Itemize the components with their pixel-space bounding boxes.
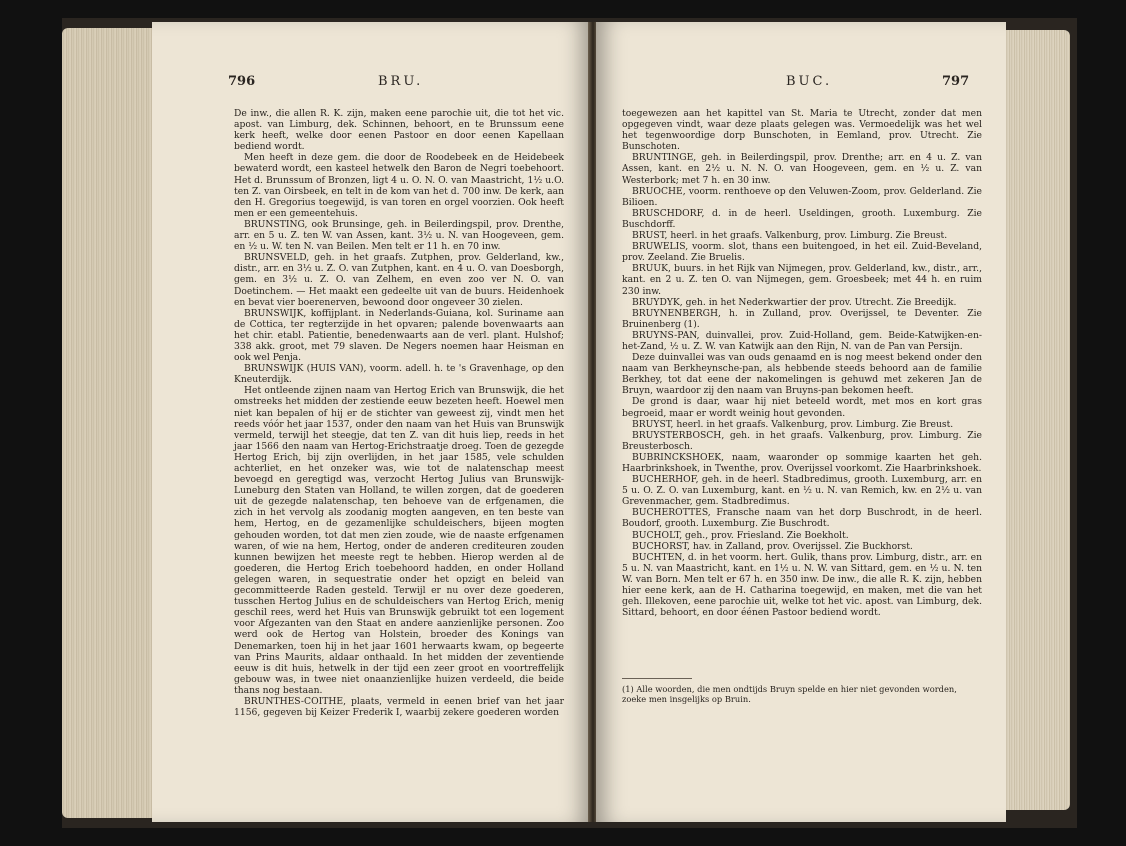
paragraph: BRUWELIS, voorm. slot, thans een buitengoed, in het eil. Zuid-Beveland, prov. Zeeland. Zie Bruelis.	[622, 241, 982, 264]
page-number: 797	[942, 74, 970, 89]
paragraph: BRUYNS-PAN, duinvallei, prov. Zuid-Holland, gem. Beide-Katwijken-en-het-Zand, ½ u. Z. W. van Katwijk aan den Rijn, N. van de Pan van Persijn.	[622, 329, 982, 352]
paragraph: BUCHTEN, d. in het voorm. hert. Gulik, thans prov. Limburg, distr., arr. en 5 u. N. van Maastricht, kant. en 1½ u. N. W. van Sittard, gem. en ½ u. N. ten W. van Born. Men telt er 67 h. en 350 inw. De inw., die alle R. K. zijn, hebben hier eene kerk, aan de H. Catharina toegewijd, en maken, met die van het geh. Illekoven, eene parochie uit, welke tot het vic. apost. van Limburg, dek. Sittard, behoort, en door éénen Pastoor bediend wordt.	[622, 551, 982, 619]
running-head: BUC.	[786, 74, 833, 89]
paragraph: Het ontleende zijnen naam van Hertog Erich van Brunswijk, die het omstreeks het midden der zestiende eeuw bezeten heeft. Hoewel men niet kan bepalen of hij er de stichter van geweest zij, vindt men het reeds vóór het jaar 1537, onder den naam van het Huis van Brunswijk vermeld, terwijl het steegje, dat ten Z. van dit huis liep, reeds in het jaar 1566 den naam van Hertog-Erichstraatje droeg. Toen de gezegde Hertog Erich, bij zijn overlijden, in het jaar 1585, vele schulden achterliet, en het onzeker was, wie tot de nalatenschap meest bevoegd en geregtigd was, verzocht Hertog Julius van Brunswijk-Luneburg den Staten van Holland, te willen zorgen, dat de goederen uit de gezegde nalatenschap, ten behoeve van de erfgenamen, die zich in het vervolg als zoodanig mogten aangeven, en ten beste van hem, Hertog, en de gezamenlijke schuldeischers, bijeen mogten gehouden worden, tot dat men zien zoude, wie de naaste erfgenamen waren, of wie na hem, Hertog, onder de anderen crediteuren zouden kunnen bewijzen het meeste regt te hebben. Hierop werden al de goederen, die Hertog Erich toebehoord hadden, en onder Holland gelegen waren, in sequestratie onder het opzigt en beleid van gecommitteerde Raden gesteld. Terwijl er nu over deze goederen, tusschen Hertog Julius en de schuldeischers van Hertog Erich, menig geschil rees, werd het Huis van Brunswijk gebruikt tot een logement voor Afgezanten van den Staat en andere aanzienlijke personen. Zoo werd ook de Hertog van Holstein, broeder des Konings van Denemarken, toen hij in het jaar 1601 herwaarts kwam, op begeerte van Prins Maurits, aldaar onthaald. In het midden der zeventiende eeuw is dit huis, hetwelk in der tijd een zeer groot en voortreffelijk gebouw was, in twee niet onaanzienlijke huizen verdeeld, die beide thans nog bestaan.	[234, 385, 564, 696]
paragraph: BRUOCHE, voorm. renthoeve op den Veluwen-Zoom, prov. Gelderland. Zie Bilioen.	[622, 185, 982, 208]
paragraph: BRUYST, heerl. in het graafs. Valkenburg, prov. Limburg. Zie Breust.	[632, 418, 954, 430]
paragraph: BRUYSTERBOSCH, geh. in het graafs. Valkenburg, prov. Limburg. Zie Breusterbosch.	[622, 429, 982, 452]
paragraph: BRUNSVELD, geh. in het graafs. Zutphen, prov. Gelderland, kw., distr., arr. en 3½ u. Z. O. van Zutphen, kant. en 4 u. O. van Doesborgh, gem. en 3½ u. Z. O. van Zelhem, en even zoo ver N. O. van Doetinchem. — Het maakt een gedeelte uit van de buurs. Heidenhoek en bevat vier boerenerven, bewoond door ongeveer 30 zielen.	[234, 252, 564, 308]
left-text-column	[234, 108, 564, 718]
page-edges-right	[1000, 30, 1070, 810]
paragraph: De inw., die allen R. K. zijn, maken eene parochie uit, die tot het vic. apost. van Limburg, dek. Schinnen, behoort, en te Brunssum eene kerk heeft, welke door eenen Pastoor en door eenen Kapellaan bediend wordt.	[234, 108, 564, 153]
paragraph: BRUNSWIJK, koffijplant. in Nederlands-Guiana, kol. Suriname aan de Cottica, ter regterzijde in het opvaren; palende bovenwaarts aan het chir. etabl. Patientie, benedenwaarts aan de verl. plant. Hulshof; 338 akk. groot, met 79 slaven. De Negers noemen haar Heisman en ook wel Penja.	[234, 307, 564, 364]
right-page-header	[596, 74, 1006, 92]
paragraph: BUCHORST, hav. in Zalland, prov. Overijssel. Zie Buckhorst.	[632, 540, 913, 552]
footnote: (1) Alle woorden, die men ondtijds Bruyn spelde en hier niet gevonden worden, zoeke men insgelijks op Bruin.	[622, 684, 957, 704]
paragraph: BRUNTINGE, geh. in Beilerdingspil, prov. Drenthe; arr. en 4 u. Z. van Assen, kant. en 2½ u. N. N. O. van Hoogeveen, gem. en ½ u. Z. van Westerbork; met 7 h. en 30 inw.	[622, 152, 982, 186]
left-page-header	[152, 74, 590, 92]
paragraph: toegewezen aan het kapittel van St. Maria te Utrecht, zonder dat men opgegeven vindt, waar deze plaats gelegen was. Vermoedelijk was het wel het tegenwoordige dorp Bunschoten, in Eemland, prov. Utrecht. Zie Bunschoten.	[622, 108, 982, 153]
footnote-rule	[622, 678, 692, 679]
paragraph: BRUST, heerl. in het graafs. Valkenburg, prov. Limburg. Zie Breust.	[632, 230, 948, 242]
page-edges-left	[62, 28, 157, 818]
paragraph: De grond is daar, waar hij niet beteeld wordt, met mos en kort gras begroeid, maar er wordt weinig hout gevonden.	[622, 396, 982, 419]
paragraph: BRUYNENBERGH, h. in Zulland, prov. Overijssel, te Deventer. Zie Bruinenberg (1).	[622, 307, 982, 330]
right-page	[596, 22, 1006, 822]
paragraph: BRUYDYK, geh. in het Nederkwartier der prov. Utrecht. Zie Breedijk.	[632, 296, 957, 308]
paragraph: BUCHEROTTES, Fransche naam van het dorp Buschrodt, in de heerl. Boudorf, grooth. Luxemburg. Zie Buschrodt.	[622, 507, 982, 530]
paragraph: Deze duinvallei was van ouds genaamd en is nog meest bekend onder den naam van Berkheynsche-pan, als hebbende steeds behoord aan de familie Berkhey, tot dat eene der nakomelingen is gehuwd met zekeren Jan de Bruyn, waardoor zij den naam van Bruyns-pan bekomen heeft.	[622, 352, 982, 397]
paragraph: BUBRINCKSHOEK, naam, waaronder op sommige kaarten het geh. Haarbrinkshoek, in Twenthe, prov. Overijssel voorkomt. Zie Haarbrinkshoek.	[622, 451, 982, 474]
paragraph: BRUSCHDORF, d. in de heerl. Useldingen, grooth. Luxemburg. Zie Buschdorff.	[622, 207, 982, 230]
paragraph: BUCHERHOF, geh. in de heerl. Stadbredimus, grooth. Luxemburg, arr. en 5 u. O. Z. O. van Luxemburg, kant. en ½ u. N. van Remich, kw. en 2½ u. van Grevenmacher, gem. Stadbredimus.	[622, 474, 982, 508]
page-number: 796	[228, 74, 256, 89]
paragraph: Men heeft in deze gem. die door de Roodebeek en de Heidebeek bewaterd wordt, een kasteel hetwelk den Baron de Negri toebehoort. Het d. Brunssum of Bronzen, ligt 4 u. O. N. O. van Maastricht, 1½ u.O. ten Z. van Oirsbeek, en telt in de kom van het d. 700 inw. De kerk, aan den H. Gregorius toegewijd, is van toren en orgel voorzien. Ook heeft men er een gemeentehuis.	[234, 152, 564, 219]
paragraph: BRUNSTING, ook Brunsinge, geh. in Beilerdingspil, prov. Drenthe, arr. en 5 u. Z. ten W. van Assen, kant. 3½ u. N. van Hoogeveen, gem. en ½ u. W. ten N. van Beilen. Men telt er 11 h. en 70 inw.	[234, 218, 564, 253]
running-head: BRU.	[378, 74, 424, 89]
paragraph: BUCHOLT, geh., prov. Friesland. Zie Boekholt.	[632, 529, 849, 541]
paragraph: BRUNTHES-COITHE, plaats, vermeld in eenen brief van het jaar 1156, gegeven bij Keizer Frederik I, waarbij zekere goederen worden	[234, 695, 564, 719]
right-text-column	[622, 108, 982, 618]
paragraph: BRUNSWIJK (HUIS VAN), voorm. adell. h. te 's Gravenhage, op den Kneuterdijk.	[234, 363, 564, 386]
left-page	[152, 22, 590, 822]
paragraph: BRUUK, buurs. in het Rijk van Nijmegen, prov. Gelderland, kw., distr., arr., kant. en 2 u. Z. ten O. van Nijmegen, gem. Groesbeek; met 44 h. en ruim 230 inw.	[622, 263, 982, 297]
